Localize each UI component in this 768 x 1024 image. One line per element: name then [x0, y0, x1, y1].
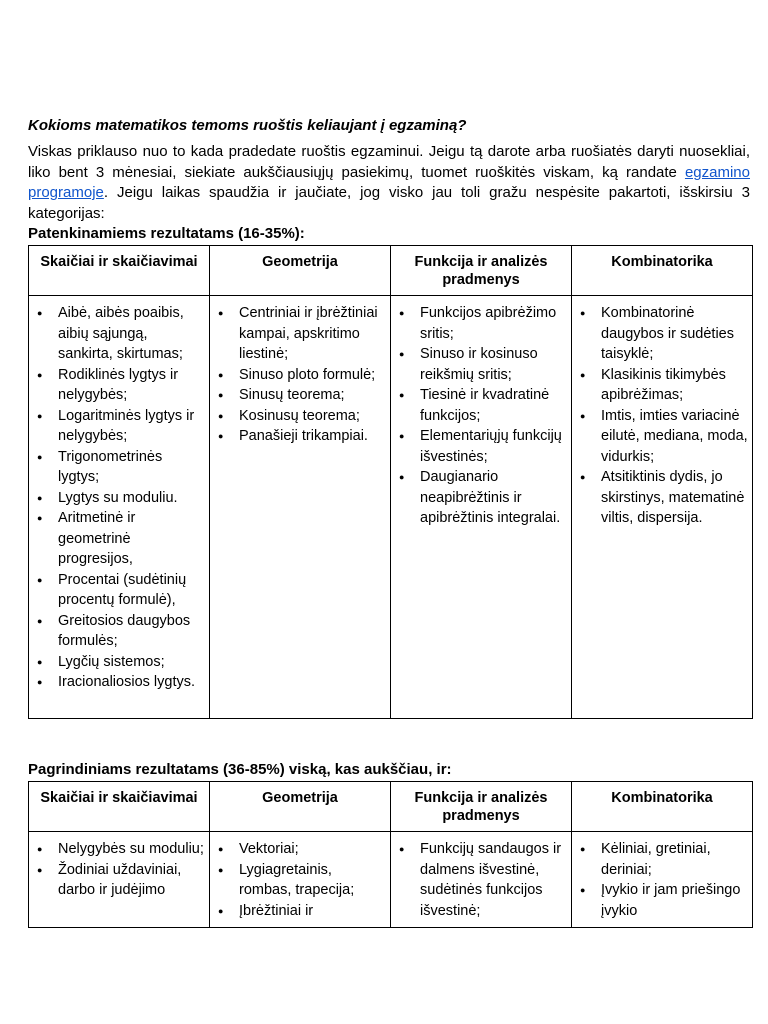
- section-title-basic: Pagrindiniams rezultatams (36-85%) viską, kas aukščiau, ir:: [28, 761, 452, 778]
- topic-item: ● Procentai (sudėtinių procentų formulė),: [29, 570, 205, 611]
- intro-text-after: . Jeigu laikas spaudžia ir jaučiate, jog visko jau toli gražu nespėsite pakartoti, išskirsiu 3 kategorijas:: [28, 184, 750, 222]
- topic-item: ● Atsitiktinis dydis, jo skirstinys, matematinė viltis, dispersija.: [572, 467, 748, 529]
- topic-item: ● Lygčių sistemos;: [29, 652, 205, 673]
- topic-item: ● Centriniai ir įbrėžtiniai kampai, apskritimo liestinė;: [210, 303, 386, 365]
- topic-item: ● Aritmetinė ir geometrinė progresijos,: [29, 508, 205, 570]
- table-header-row: [29, 246, 753, 296]
- topic-item: ● Aibė, aibės poaibis, aibių sąjungą, sankirta, skirtumas;: [29, 303, 205, 365]
- topic-item: ● Kosinusų teorema;: [210, 406, 386, 427]
- topic-cell: [210, 296, 391, 719]
- topic-item: ● Kombinatorinė daugybos ir sudėties taisyklė;: [572, 303, 748, 365]
- topics-table-basic: [28, 781, 753, 928]
- topics-table-satisfactory: [28, 245, 753, 719]
- topic-item: ● Sinuso ploto formulė;: [210, 365, 386, 386]
- intro-text-before: Viskas priklauso nuo to kada pradedate ruoštis egzaminui. Jeigu tą darote arba ruošiatės daryti nuosekliai, liko bent 3 mėnesiai, siekiate aukščiausiųjų pasiekimų, tuomet ruoškitės viskam, ką randate: [28, 143, 750, 181]
- table-header-row: [29, 782, 753, 832]
- column-header: Funkcija ir analizės pradmenys: [391, 246, 572, 296]
- topic-item: ● Vektoriai;: [210, 839, 386, 860]
- topic-item: ● Daugianario neapibrėžtinis ir apibrėžtinis integralai.: [391, 467, 567, 529]
- column-header: Kombinatorika: [572, 246, 753, 296]
- column-header: Funkcija ir analizės pradmenys: [391, 782, 572, 832]
- exam-program-link[interactable]: egzamino programoje: [28, 163, 750, 201]
- topic-item: ● Lygtys su moduliu.: [29, 488, 205, 509]
- topic-item: ● Įvykio ir jam priešingo įvykio: [572, 880, 748, 921]
- topic-item: ● Panašieji trikampiai.: [210, 426, 386, 447]
- topic-item: ● Sinuso ir kosinuso reikšmių sritis;: [391, 344, 567, 385]
- topic-item: ● Įbrėžtiniai ir: [210, 901, 386, 922]
- topic-cell: [210, 832, 391, 928]
- topic-cell: [29, 832, 210, 928]
- topic-item: ● Imtis, imties variacinė eilutė, mediana, moda, vidurkis;: [572, 406, 748, 468]
- topic-cell: [391, 296, 572, 719]
- topic-item: ● Logaritminės lygtys ir nelygybės;: [29, 406, 205, 447]
- topic-item: ● Iracionaliosios lygtys.: [29, 672, 205, 693]
- column-header: Geometrija: [210, 246, 391, 296]
- table-row: [29, 832, 753, 928]
- topic-item: ● Klasikinis tikimybės apibrėžimas;: [572, 365, 748, 406]
- topic-item: ● Funkcijų sandaugos ir dalmens išvestinė, sudėtinės funkcijos išvestinė;: [391, 839, 567, 921]
- topic-item: ● Lygiagretainis, rombas, trapecija;: [210, 860, 386, 901]
- topic-item: ● Nelygybės su moduliu;: [29, 839, 205, 860]
- topic-item: ● Elementariųjų funkcijų išvestinės;: [391, 426, 567, 467]
- topic-cell: [29, 296, 210, 719]
- topic-cell: [572, 296, 753, 719]
- topic-item: ● Funkcijos apibrėžimo sritis;: [391, 303, 567, 344]
- table-row: [29, 296, 753, 719]
- section-title-satisfactory: Patenkinamiems rezultatams (16-35%):: [28, 225, 305, 242]
- column-header: Kombinatorika: [572, 782, 753, 832]
- topic-item: ● Sinusų teorema;: [210, 385, 386, 406]
- topic-cell: [572, 832, 753, 928]
- column-header: Skaičiai ir skaičiavimai: [29, 246, 210, 296]
- column-header: Skaičiai ir skaičiavimai: [29, 782, 210, 832]
- topic-item: ● Kėliniai, gretiniai, deriniai;: [572, 839, 748, 880]
- topic-item: ● Žodiniai uždaviniai, darbo ir judėjimo: [29, 860, 205, 901]
- column-header: Geometrija: [210, 782, 391, 832]
- topic-item: ● Greitosios daugybos formulės;: [29, 611, 205, 652]
- topic-item: ● Trigonometrinės lygtys;: [29, 447, 205, 488]
- question-heading: Kokioms matematikos temoms ruoštis keliaujant į egzaminą?: [28, 117, 467, 134]
- topic-item: ● Rodiklinės lygtys ir nelygybės;: [29, 365, 205, 406]
- topic-cell: [391, 832, 572, 928]
- intro-paragraph: [28, 142, 750, 224]
- topic-item: ● Tiesinė ir kvadratinė funkcijos;: [391, 385, 567, 426]
